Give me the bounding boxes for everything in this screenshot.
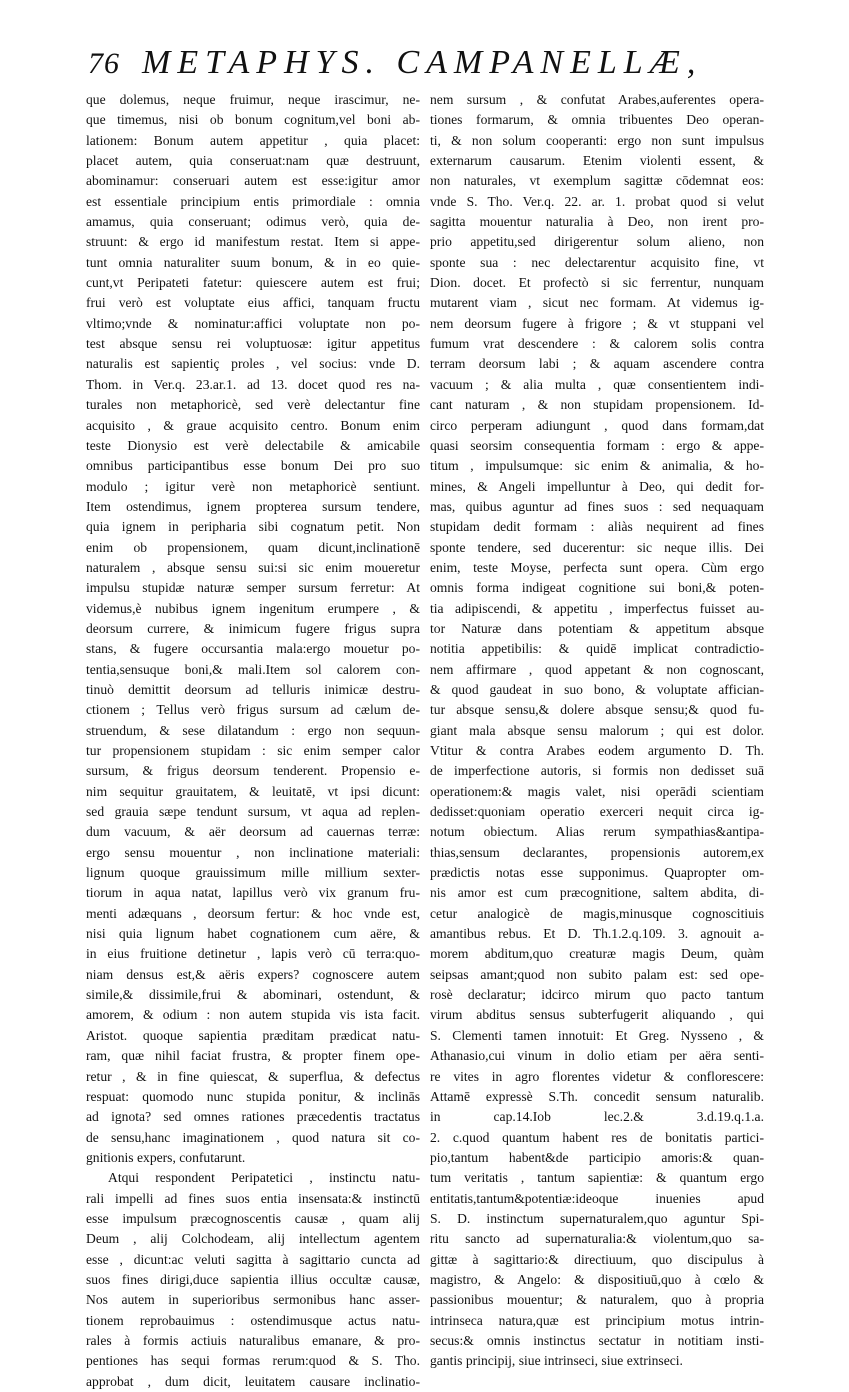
text-line: est essentiale principium entis primordiale : omnia [86, 193, 420, 209]
text-line: niam densus est,& aëris expers? cognoscere autem [86, 966, 420, 982]
text-line: ti, & non solum cooperanti: ergo non sunt impulsus [430, 132, 764, 148]
text-line: retur , & in fine quiescat, & superflua, & defectus [86, 1068, 420, 1084]
text-line: Deum , alij Colchodeam, alij intellectum agentem [86, 1231, 420, 1247]
text-line: ctionem ; Tellus verò frigus sursum ad cælum de- [86, 702, 420, 718]
text-line: ritu sancto ad supernaturalia:& violentum,quo sa- [430, 1231, 764, 1247]
text-line: tum veritatis , tantum sapientiæ: & quantum ergo [430, 1170, 764, 1186]
text-line: esse , dicunt:ac veluti sagitta à sagittario cuncta ad [86, 1251, 420, 1267]
text-line: notitia appetibilis: & quidē implicat contradictio- [430, 641, 764, 657]
text-line: tiorum in aqua natat, lapillus verò vix granum fru- [86, 885, 420, 901]
text-line: abominamur: conseruari autem est esse:igitur amor [86, 173, 420, 189]
text-line: sponte tendere, sed ducerentur: sic neque illis. Dei [430, 539, 764, 555]
text-line: ad ignota? sed omnes rationes præcedentis tractatus [86, 1109, 420, 1125]
text-line: amamus, quia conseruant; odimus verò, quia de- [86, 214, 420, 230]
text-line: tor Naturæ dans potentiam & appetitum absque [430, 620, 764, 636]
text-line: pio,tantum habent&de participio amoris:& quan- [430, 1149, 764, 1165]
text-line: non naturales, vt exemplum sagittæ cōdemnat eos: [430, 173, 764, 189]
text-line: & quod gaudeat in suo bono, & voluptate affician- [430, 681, 764, 697]
text-line: ergo sensu mouentur , non inclinatione materiali: [86, 844, 420, 860]
text-line: operationem:& magis valet, nisi operādi scientiam [430, 783, 764, 799]
text-line: tionem reprobauimus : ostendimusque actus natu- [86, 1312, 420, 1328]
text-line: tentia,sensuque boni,& mali.Item sol calorem con- [86, 661, 420, 677]
text-line: placet autem, quia conseruat:nam quæ destruunt, [86, 153, 420, 169]
text-line: tinuò demittit deorsum ad telluris inimicæ destru- [86, 681, 420, 697]
running-head [88, 44, 768, 90]
text-line: teste Dionysio est verè delectabile & amicabile [86, 437, 420, 453]
text-line: Item ostendimus, ignem propterea sursum tendere, [86, 498, 420, 514]
text-line: 2. c.quod quantum habent res de bonitatis partici- [430, 1129, 764, 1145]
text-line: cunt,vt Peripateti fatetur: quiescere autem est frui; [86, 275, 420, 291]
text-line: rosè declaratur; idcirco mirum quo pacto tantum [430, 987, 764, 1003]
text-line: vacuum ; & alia multa , quæ consentientem indi- [430, 376, 764, 392]
text-line: simile,& dissimile,frui & abominari, ostendunt, & [86, 987, 420, 1003]
text-line: nis amor est cum præcognitione, saltem abdita, di- [430, 885, 764, 901]
text-line: deorsum currere, & inimicum fugere frigus supra [86, 620, 420, 636]
text-line: omnis forma indigeat cognitione sui boni,& poten- [430, 580, 764, 596]
text-line: in eius fruitione detinetur , lapis verò cū terra:quo- [86, 946, 420, 962]
text-line: intrinseca natura,quæ est principium motus intrin- [430, 1312, 764, 1328]
text-line: omnibus participantibus esse bonum Dei pro suo [86, 458, 420, 474]
text-line: Aristot. quoque sapientia præditam prædicat natu- [86, 1027, 420, 1043]
text-line: circo perperam adiungunt , quod dans formam,dat [430, 417, 764, 433]
text-line: virum abditus sensus subterfugerit aliquando , qui [430, 1007, 764, 1023]
text-line: nim sequitur grauitatem, & leuitatē, vt ipsi dicunt: [86, 783, 420, 799]
text-line: nem affirmare , quod appetant & non cognoscant, [430, 661, 764, 677]
text-line: sponte sua : nec delectarentur acquisito fine, vt [430, 254, 764, 270]
text-line: struunt: & ergo id manifestum restat. Item si appe- [86, 234, 420, 250]
text-line: tunt omnia naturaliter suum bonum, & in eo quie- [86, 254, 420, 270]
text-line: vnde S. Tho. Ver.q. 22. ar. 1. probat quod si velut [430, 193, 764, 209]
text-line: acquisito , & graue acquisito centro. Bonum enim [86, 417, 420, 433]
text-line: cant naturam , & non stupidam propensionem. Id- [430, 397, 764, 413]
running-title: METAPHYS. CAMPANELLÆ, [142, 44, 703, 81]
text-line: vltimo;vnde & nominatur:affici voluptate non po- [86, 315, 420, 331]
text-line: externarum causarum. Etenim violenti essent, & [430, 153, 764, 169]
text-line: pentiones has sequi formas rerum:quod & S. Tho. [86, 1353, 420, 1369]
text-line: dum vacuum, & aër deorsum ad cauernas terræ: [86, 824, 420, 840]
text-line: enim ob propensionem, quam dicunt,inclinationē [86, 539, 420, 555]
page-number: 76 [88, 47, 120, 80]
text-line: giant mala absque sensu malorum ; qui est dolor. [430, 722, 764, 738]
text-line: stupidam dedit formam : aliàs nequirent ad fines [430, 519, 764, 535]
text-line: tia adipiscendi, & appetitu , imperfectus fuisset au- [430, 600, 764, 616]
text-line: turales non metaphoricè, sed verè delectantur fine [86, 397, 420, 413]
text-line: dedisset:quoniam operatio exerceri nequit circa ig- [430, 804, 764, 820]
text-line: amantibus rebus. Et D. Th.1.2.q.109. 3. agnouit a- [430, 926, 764, 942]
text-line: menti adæquans , deorsum fertur: & hoc vnde est, [86, 905, 420, 921]
text-line: quia ignem in peripharia sibi cognatum petit. Non [86, 519, 420, 535]
text-line: esse impulsum præcognoscentis causæ , quam alij [86, 1210, 420, 1226]
text-line: naturalis est sapientiç proles , vel socius: vnde D. [86, 356, 420, 372]
text-line: morem abditum,quo creaturæ magis Deum, quàm [430, 946, 764, 962]
text-line: naturalem , absque sensu sui:si sic enim moueretur [86, 559, 420, 575]
text-line: secus:& omnis instinctus sectatur in notitiam insti- [430, 1332, 764, 1348]
text-line: S. Clementi tamen innotuit: Et Greg. Nysseno , & [430, 1027, 764, 1043]
text-line: sursum, & frigus deorsum tenderent. Propensio e- [86, 763, 420, 779]
text-line: notum obiectum. Alias rerum sympathias&antipa- [430, 824, 764, 840]
text-line: stans, & fugere occursantia mala:ergo mouetur po- [86, 641, 420, 657]
text-line: de imperfectione autoris, si formis non dedisset suā [430, 763, 764, 779]
text-line: suos fines dirigi,duce sapientia illius occultæ causæ, [86, 1271, 420, 1287]
text-line: thias,sensum declarantes, propensionis autorem,ex [430, 844, 764, 860]
text-line: fumum vrat descendere : & calorem solis contra [430, 336, 764, 352]
text-line: gittæ à sagittario:& directiuum, quo discipulus à [430, 1251, 764, 1267]
text-line: videmus,è nubibus ignem ingenitum erumpere , & [86, 600, 420, 616]
text-line: in cap.14.Iob lec.2.& 3.d.19.q.1.a. [430, 1109, 764, 1125]
text-line: gantis principij, siue intrinseci, siue extrinseci. [430, 1353, 683, 1369]
text-line: Attamē expressè S.Th. concedit sensum naturalib. [430, 1088, 764, 1104]
text-line: Thom. in Ver.q. 23.ar.1. ad 13. docet quod res na- [86, 376, 420, 392]
text-line: prædictis notas esse supponimus. Quapropter om- [430, 865, 764, 881]
text-line: de sensu,hanc imaginationem , quod natura sit co- [86, 1129, 420, 1145]
text-line: Atqui respondent Peripatetici , instinctu natu- [108, 1170, 420, 1186]
text-line: mutarent viam , sicut nec formam. At videmus ig- [430, 295, 764, 311]
text-line: prio appetitu,sed dirigerentur solum alieno, non [430, 234, 764, 250]
text-line: Nos autem in superioribus sermonibus hanc asser- [86, 1292, 420, 1308]
text-line: respuat: quomodo nunc stupida ponitur, & inclinās [86, 1088, 420, 1104]
text-line: modulo ; igitur verè non metaphoricè sentiunt. [86, 478, 420, 494]
text-line: lationem: Bonum autem appetitur , quia placet: [86, 132, 420, 148]
text-column-right [430, 90, 764, 1372]
text-line: magistro, & Angelo: & dispositiuū,quo à cœlo & [430, 1271, 764, 1287]
text-line: passionibus mouentur; & naturalem, quo à propria [430, 1292, 764, 1308]
text-line: sed grauia sæpe tendunt sursum, vt aqua ad replen- [86, 804, 420, 820]
text-line: mas, quibus aguntur ad fines suos : sed nequaquam [430, 498, 764, 514]
text-column-left [86, 90, 420, 1392]
text-line: gnitionis expers, confutarunt. [86, 1149, 246, 1165]
text-line: que dolemus, neque fruimur, neque irascimur, ne- [86, 92, 420, 107]
text-line: Athanasio,cui vinum in dolio etiam per aëra senti- [430, 1048, 764, 1064]
text-line: re vites in agro florentes videtur & conflorescere: [430, 1068, 764, 1084]
text-line: Dion. docet. Et profectò si sic ferrentur, nunquam [430, 275, 764, 291]
text-line: tur propensionem stupidam : sic enim semper calor [86, 743, 420, 758]
text-line: ram, quæ nihil faciat frustra, & propter finem ope- [86, 1048, 420, 1064]
text-line: enim, teste Moyse, perfecta sunt opera. Cùm ergo [430, 559, 764, 575]
text-line: amorem, & odium : non autem stupida vis ista facit. [86, 1007, 420, 1023]
text-line: frui verò est voluptate eius affici, tanquam fructu [86, 295, 420, 311]
text-line: tur absque sensu,& dolere absque sensu;& quod fu- [430, 702, 764, 718]
text-line: rales à formis actiuis naturalibus emanare, & pro- [86, 1332, 420, 1348]
text-line: sagitta mouentur naturalia à Deo, non irent pro- [430, 214, 764, 230]
text-line: mines, & Angeli impelluntur à Deo, qui dedit for- [430, 478, 764, 494]
text-line: S. D. instinctum supernaturalem,quo aguntur Spi- [430, 1210, 764, 1226]
text-line: lignum quoque grauissimum mille millium sexter- [86, 865, 420, 881]
text-line: nem deorsum fugere à frigore ; & vt stuppani vel [430, 315, 764, 331]
text-line: nem sursum , & confutat Arabes,auferentes opera- [430, 92, 764, 107]
text-line: impulsu stupidæ naturæ semper sursum ferretur: At [86, 580, 420, 596]
text-line: seipsas amant;quod non subito palam est: sed ope- [430, 966, 764, 982]
text-line: entitatis,tantum&potentiæ:ideoque inuenies apud [430, 1190, 764, 1206]
text-line: tiones formarum, & omnia tribuentes Deo operan- [430, 112, 764, 128]
text-line: Vtitur & contra Arabes eodem argumento D. Th. [430, 743, 764, 758]
text-line: rali impelli ad fines suos entia insensata:& instinctū [86, 1190, 420, 1206]
text-line: que timemus, nisi ob bonum cognitum,vel boni ab- [86, 112, 420, 128]
text-line: test absque sensu rei voluptuosæ: igitur appetitus [86, 336, 420, 352]
text-line: quasi seorsim consequentia formam : ergo & appe- [430, 437, 764, 453]
text-line: struendum, & sese dilatandum : ergo non sequun- [86, 722, 420, 738]
text-line: nisi quia lignum habet cognationem cum aëre, & [86, 926, 420, 942]
text-line: titum , impulsumque: sic enim & animalia, & ho- [430, 458, 764, 474]
text-line: approbat , dum dicit, leuitatem causare inclinatio- [86, 1373, 420, 1389]
text-line: cetur analogicè de magis,minusque cognoscitiuis [430, 905, 764, 921]
text-line: terram deorsum labi ; & aquam ascendere contra [430, 356, 764, 372]
